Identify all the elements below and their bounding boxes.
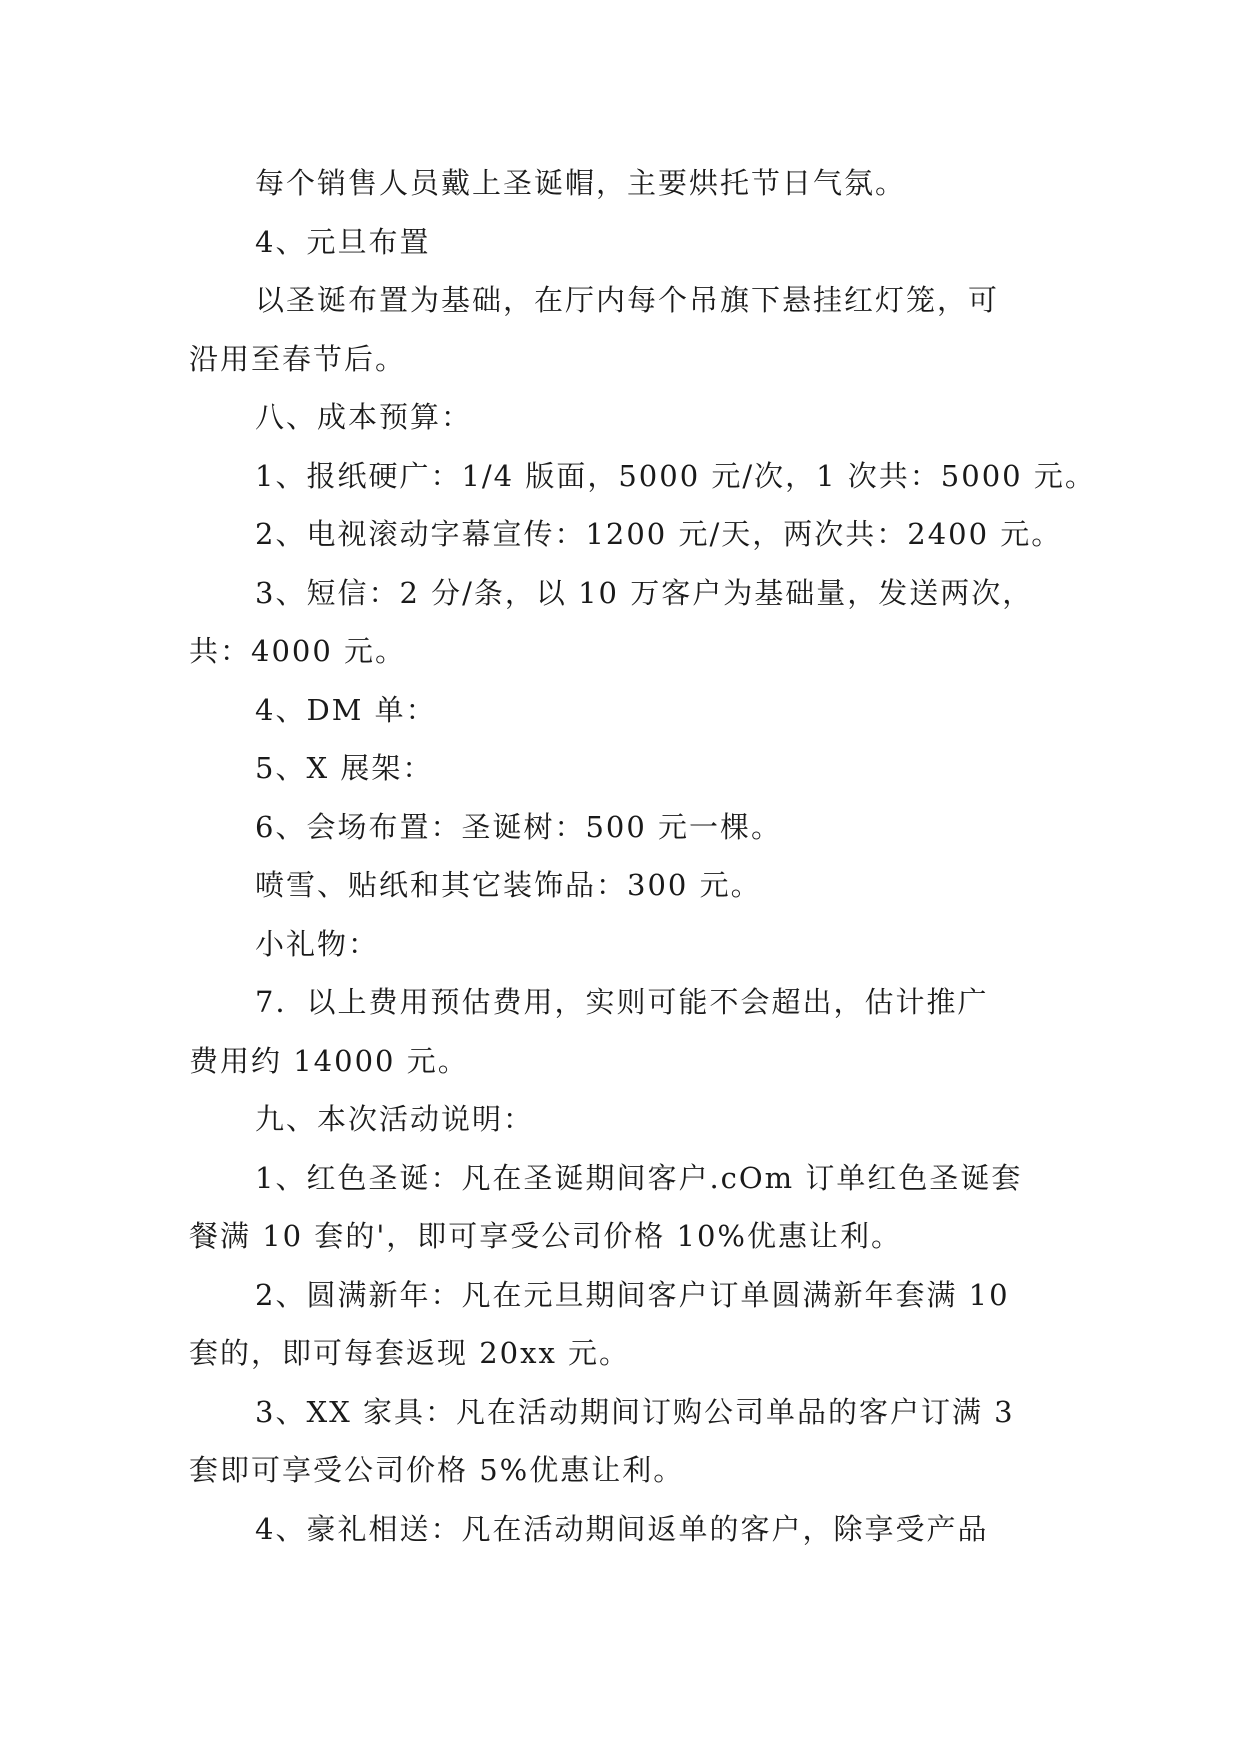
text-line: 以圣诞布置为基础，在厅内每个吊旗下悬挂红灯笼，可 bbox=[255, 283, 1000, 317]
section-heading: 八、成本预算： bbox=[255, 400, 473, 434]
text-line: 喷雪、贴纸和其它装饰品：300 元。 bbox=[255, 868, 762, 902]
text-line: 6、会场布置：圣诞树：500 元一棵。 bbox=[255, 809, 783, 844]
text-line: 2、圆满新年：凡在元旦期间客户订单圆满新年套满 10 bbox=[255, 1277, 1010, 1312]
text-line: 费用约 14000 元。 bbox=[189, 1043, 469, 1078]
text-line: 小礼物： bbox=[255, 926, 380, 961]
text-line: 5、X 展架： bbox=[255, 751, 434, 785]
text-line: 3、短信：2 分/条，以 10 万客户为基础量，发送两次， bbox=[255, 575, 1034, 610]
text-line: 3、XX 家具：凡在活动期间订购公司单品的客户订满 3 bbox=[255, 1394, 1015, 1429]
text-line: 7．以上费用预估费用，实则可能不会超出，估计推广 bbox=[255, 985, 989, 1019]
section-heading: 九、本次活动说明： bbox=[255, 1102, 535, 1136]
document-body bbox=[189, 154, 1096, 1558]
text-line: 共：4000 元。 bbox=[189, 634, 407, 668]
text-line: 4、DM 单： bbox=[255, 692, 437, 727]
section-heading: 4、元旦布置 bbox=[255, 224, 431, 259]
text-line: 2、电视滚动字幕宣传：1200 元/天，两次共：2400 元。 bbox=[255, 517, 1063, 551]
text-line: 每个销售人员戴上圣诞帽，主要烘托节日气氛。 bbox=[255, 166, 907, 200]
text-line: 1、红色圣诞：凡在圣诞期间客户.cOm 订单红色圣诞套 bbox=[255, 1160, 1023, 1195]
text-line: 1、报纸硬广：1/4 版面，5000 元/次，1 次共：5000 元。 bbox=[255, 458, 1096, 493]
text-line: 套即可享受公司价格 5%优惠让利。 bbox=[189, 1453, 685, 1487]
text-line: 沿用至春节后。 bbox=[189, 341, 407, 376]
text-line: 4、豪礼相送：凡在活动期间返单的客户，除享受产品 bbox=[255, 1511, 989, 1546]
text-line: 餐满 10 套的'，即可享受公司价格 10%优惠让利。 bbox=[189, 1219, 902, 1253]
text-line: 套的，即可每套返现 20xx 元。 bbox=[189, 1336, 631, 1370]
